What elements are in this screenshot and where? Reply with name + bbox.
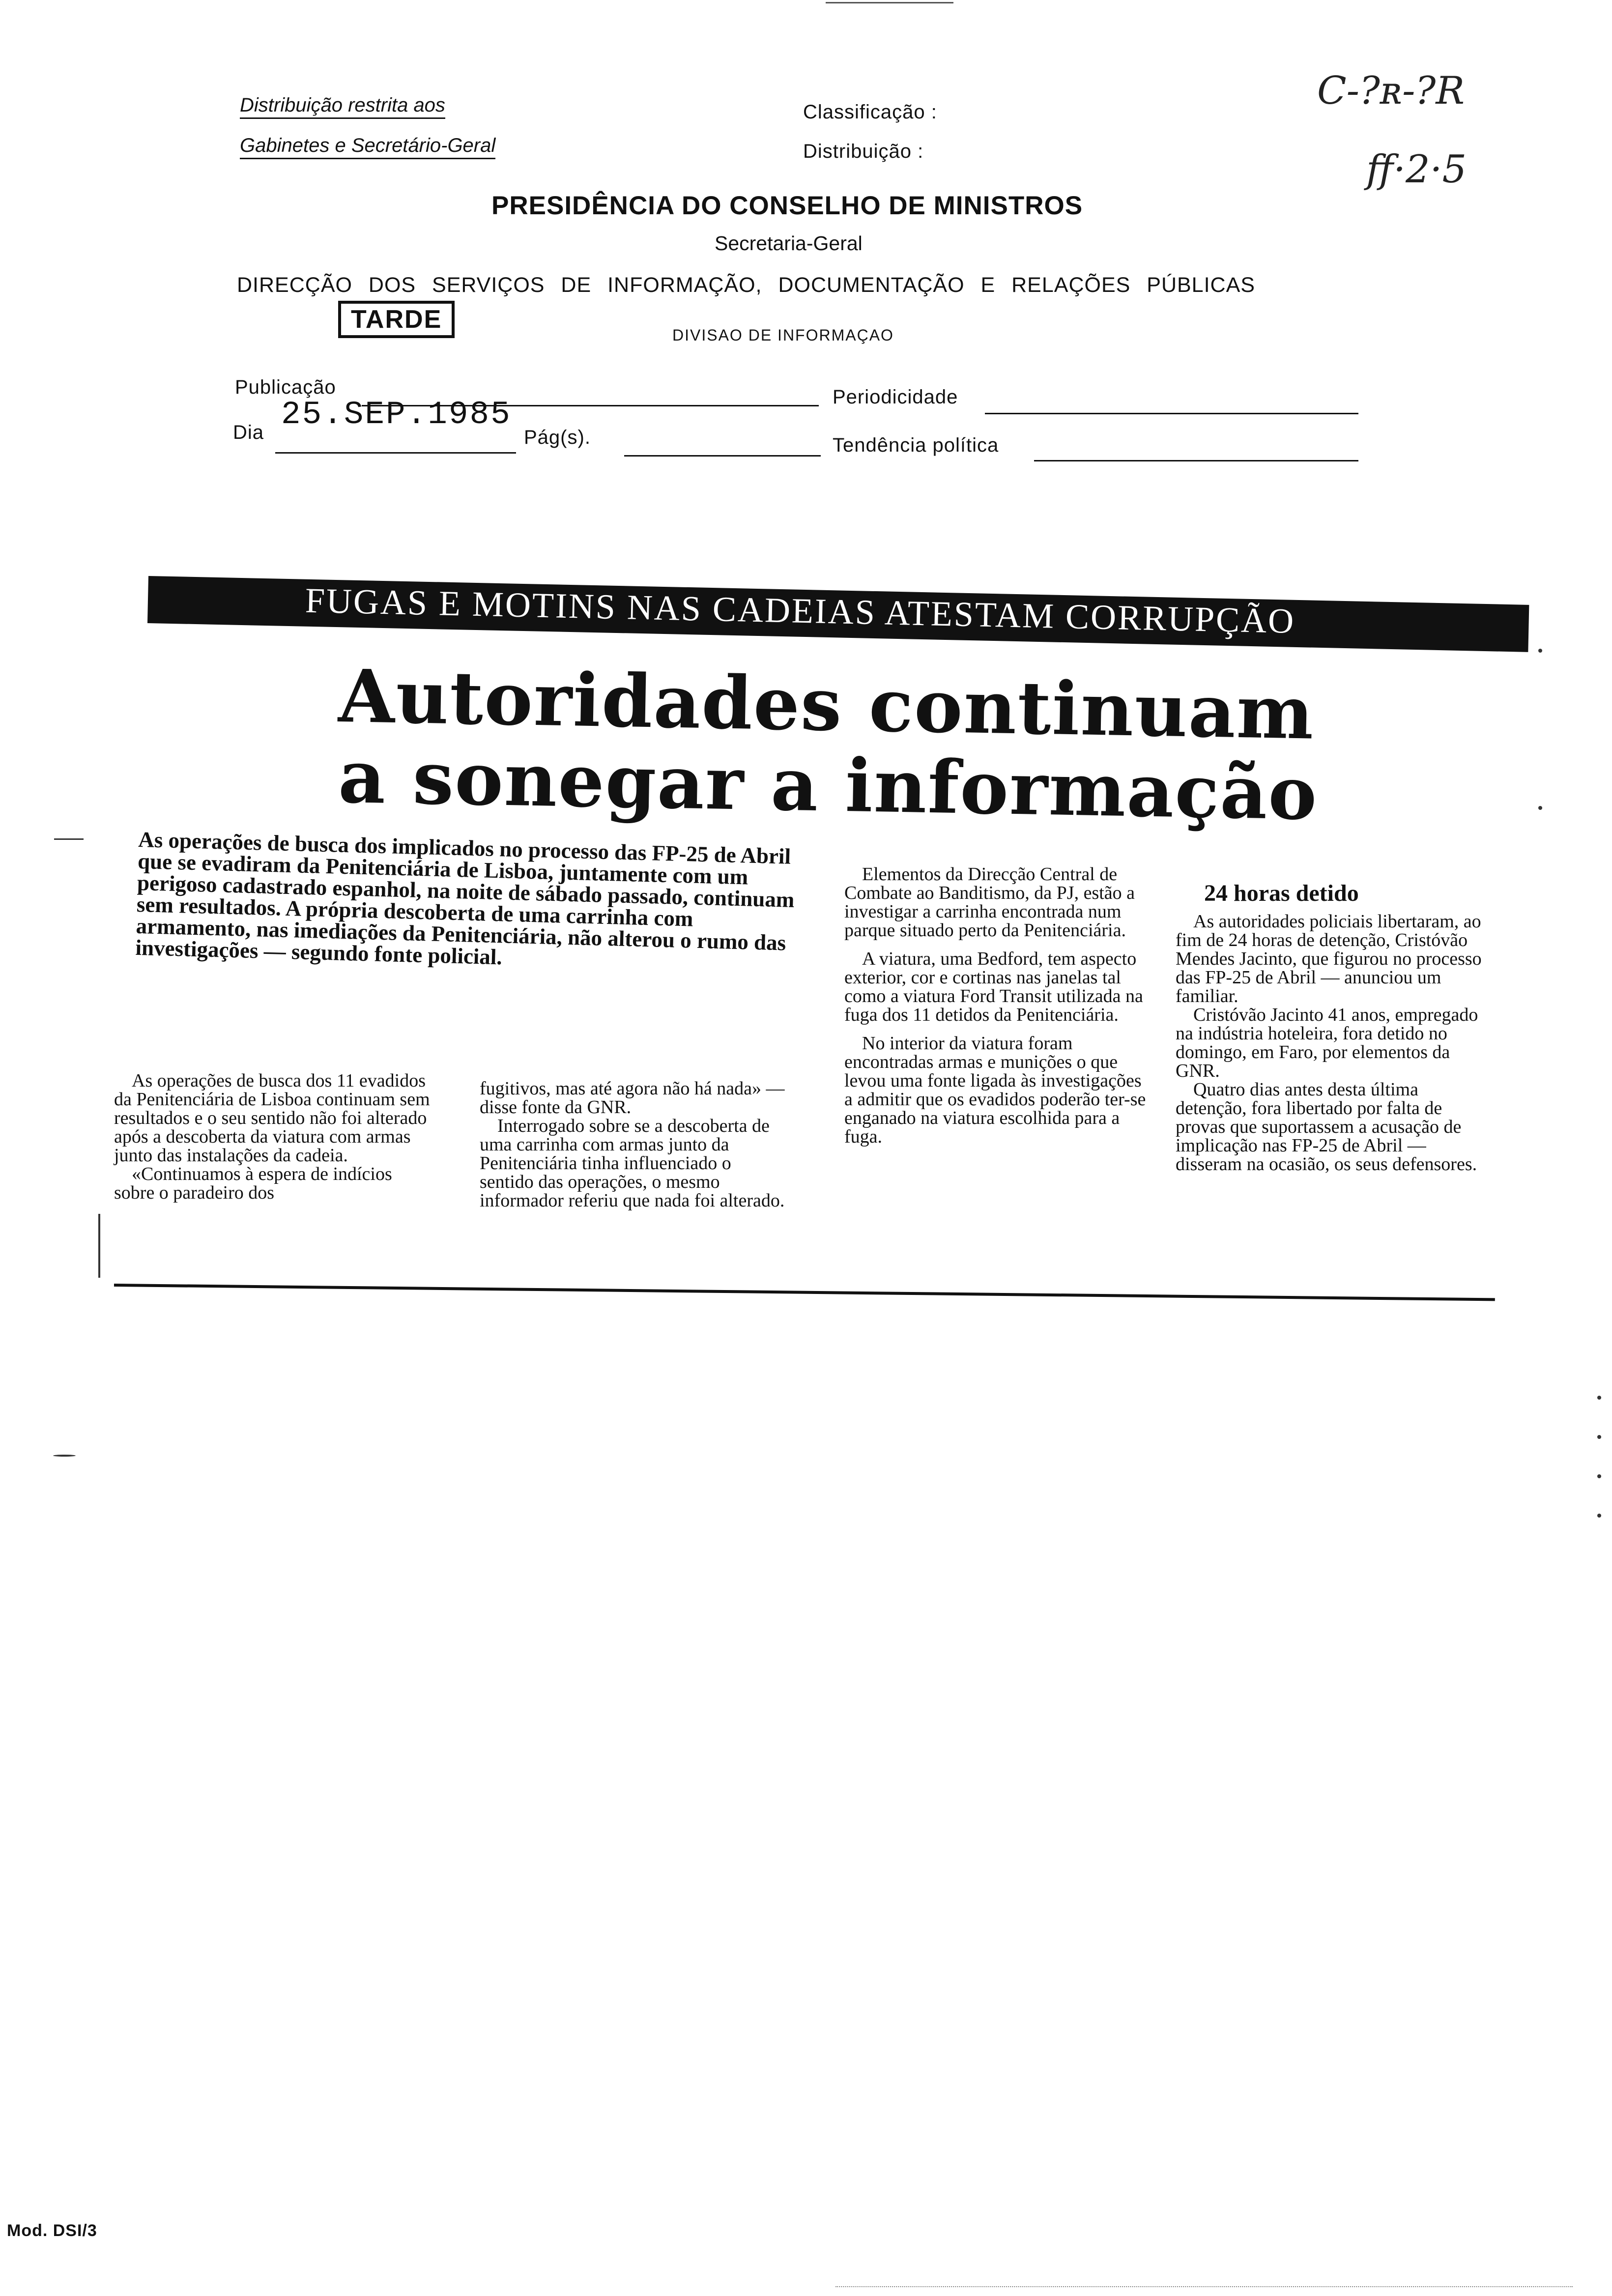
paragraph: As operações de busca dos 11 evadidos da Penitenciária de Lisboa continuam sem resultados e o seu sentido não foi alterado após a descoberta da viatura com armas junto das instalações da cadeia. xyxy=(114,1070,430,1166)
classificacao-label: Classificação : xyxy=(803,101,937,123)
scan-speck xyxy=(1597,1435,1601,1439)
tendencia-field-line xyxy=(1034,460,1358,461)
handwritten-annotation-1: C-?ʀ-?R xyxy=(1317,69,1465,113)
dia-field-line xyxy=(275,452,516,454)
tarde-stamp: TARDE xyxy=(338,301,455,338)
paragraph: Interrogado sobre se a descoberta de uma carrinha com armas junto da Penitenciária tinha influenciado o sentido das operações, o mesmo informador referiu que nada foi alterado. xyxy=(480,1116,785,1211)
tendencia-label: Tendência política xyxy=(833,434,999,456)
column-4-subhead: 24 horas detido xyxy=(1204,880,1359,906)
margin-mark xyxy=(53,1455,76,1457)
scan-speck xyxy=(1538,649,1542,653)
distribuicao-label: Distribuição : xyxy=(803,141,924,162)
article-headline-line-1: Autoridades continuam xyxy=(338,653,1316,756)
article-lead: As operações de busca dos implicados no processo das FP-25 de Abril que se evadiram da Penitenciária de Lisboa, juntamente com um perigoso cadastrado espanhol, na noite de sábado passado, continuam sem resultados. A própria descoberta de uma carrinha com armamento, nas imediações da Penitenciária, não alterou o rumo das investigações — segundo fonte policial. xyxy=(135,827,795,970)
article-column-1 xyxy=(114,1071,435,1202)
pags-field-line xyxy=(624,455,821,457)
direction-line: DIRECÇÃO DOS SERVIÇOS DE INFORMAÇÃO, DOCUMENTAÇÃO E RELAÇÕES PÚBLICAS xyxy=(237,273,1255,297)
scan-edge-mark xyxy=(826,2,953,3)
margin-mark xyxy=(98,1214,100,1278)
scan-speck xyxy=(1597,1396,1601,1400)
paragraph: fugitivos, mas até agora não há nada» — disse fonte da GNR. xyxy=(480,1078,785,1118)
bottom-edge-mark xyxy=(835,2286,1573,2287)
presidency-title: PRESIDÊNCIA DO CONSELHO DE MINISTROS xyxy=(491,191,1083,220)
scan-speck xyxy=(1597,1474,1601,1478)
dia-label: Dia xyxy=(233,422,264,443)
division-label: DIVISAO DE INFORMAÇAO xyxy=(672,326,894,344)
article-headline-line-2: a sonegar a informação xyxy=(338,734,1319,836)
article-column-2 xyxy=(480,1079,789,1210)
distribution-line-1: Distribuição restrita aos xyxy=(240,94,445,119)
secretariat-subtitle: Secretaria-Geral xyxy=(715,232,863,255)
scan-speck xyxy=(1538,806,1542,810)
paragraph: «Continuamos à espera de indícios sobre o paradeiro dos xyxy=(114,1164,392,1203)
paragraph: Quatro dias antes desta última detenção, fora libertado por falta de provas que suportassem a acusação de implicação nas FP-25 de Abril — disseram na ocasião, os seus defensores. xyxy=(1176,1079,1477,1175)
form-code: Mod. DSI/3 xyxy=(7,2221,97,2240)
article-kicker-bar xyxy=(147,576,1529,652)
handwritten-annotation-2: ff·2·5 xyxy=(1366,147,1467,192)
paragraph: Cristóvão Jacinto 41 anos, empregado na indústria hoteleira, fora detido no domingo, em Faro, por elementos da GNR. xyxy=(1176,1004,1478,1081)
publicacao-label: Publicação xyxy=(235,376,336,398)
article-column-4 xyxy=(1176,912,1490,1174)
paragraph: Elementos da Direcção Central de Combate ao Banditismo, da PJ, estão a investigar a carrinha encontrada num parque situado perto da Penitenciária. xyxy=(844,864,1135,941)
periodicidade-field-line xyxy=(985,413,1358,414)
article-bottom-rule xyxy=(114,1284,1495,1301)
date-stamp: 25.SEP.1985 xyxy=(281,396,512,433)
paragraph: No interior da viatura foram encontradas armas e munições o que levou uma fonte ligada às investigações a admitir que os evadidos poderão ter-se enganado na viatura escolhida para a fuga. xyxy=(844,1033,1146,1147)
periodicidade-label: Periodicidade xyxy=(833,386,958,408)
pags-label: Pág(s). xyxy=(524,427,591,448)
paragraph: As autoridades policiais libertaram, ao fim de 24 horas de detenção, Cristóvão Mendes Jacinto, que figurou no processo das FP-25 de Abril — anunciou um familiar. xyxy=(1176,911,1482,1006)
article-kicker: FUGAS E MOTINS NAS CADEIAS ATESTAM CORRUPÇÃO xyxy=(305,580,1295,641)
margin-mark xyxy=(54,838,84,840)
scan-speck xyxy=(1597,1514,1601,1518)
article-column-3 xyxy=(844,865,1149,1146)
distribution-line-2: Gabinetes e Secretário-Geral xyxy=(240,135,495,159)
paragraph: A viatura, uma Bedford, tem aspecto exterior, cor e cortinas nas janelas tal como a viatura Ford Transit utilizada na fuga dos 11 detidos da Penitenciária. xyxy=(844,948,1143,1025)
